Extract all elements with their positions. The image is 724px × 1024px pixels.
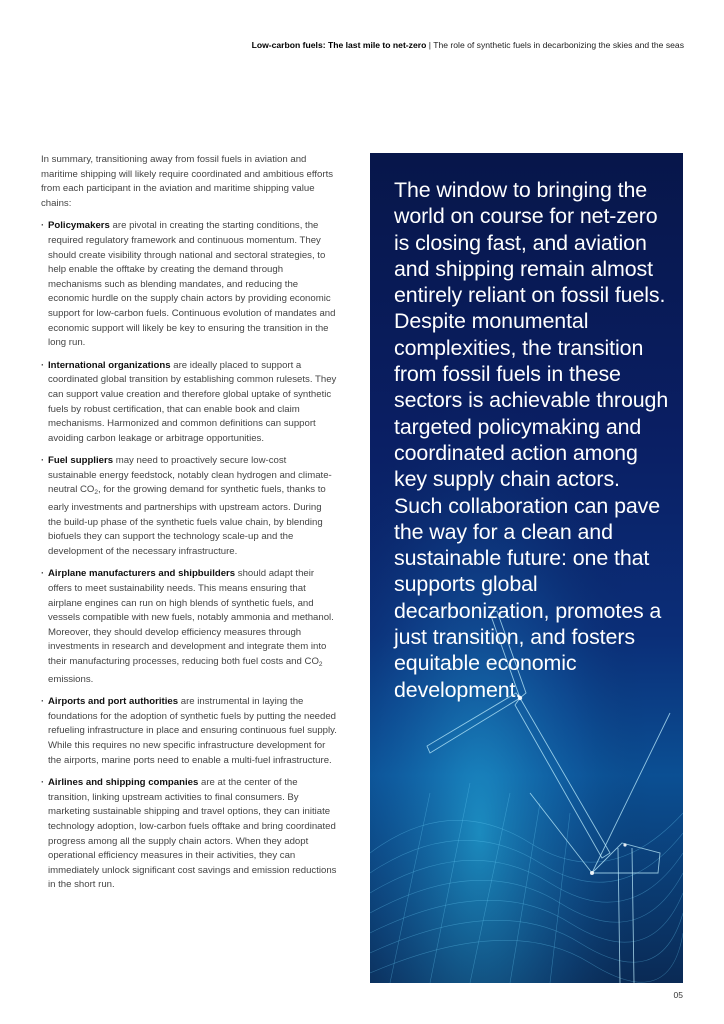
subscript: 2: [94, 489, 99, 497]
list-item-term: Policymakers: [48, 220, 110, 232]
list-item-term: Airports and port authorities: [48, 696, 179, 708]
page-number: 05: [673, 990, 683, 1000]
subscript: 2: [318, 661, 323, 668]
list-item-text: are ideally placed to support a coordinated global transition by establishing common rulesets. They can support value creation and therefore global uptake of synthetic fuels by robust certification, that can enable book and claim mechanisms. Harmonized and common definitions can support avoiding carbon leakage or arbitrage opportunities.: [48, 359, 337, 444]
list-item-term: International organizations: [48, 359, 171, 371]
body-column: [41, 153, 337, 901]
list-item-fuel-suppliers: [41, 454, 337, 559]
list-item-manufacturers: [41, 567, 337, 687]
list-item-text: are pivotal in creating the starting conditions, the required regulatory framework and continuous momentum. They should create visibility through national and sectoral strategies, to help enable the offtake by creating the demand through mechanisms such as blending mandates, and reducing the economic hurdle on the supply chain actors by providing economic support for low-carbon fuels. Continuous evolution of mandates and economic support will likely be key to ensuring the transition in the long run.: [48, 220, 336, 349]
list-item-text-cont: emissions.: [48, 673, 94, 685]
list-item-text: should adapt their offers to meet sustainability needs. This means ensuring that airplane engines can run on high blends of synthetic fuels, and vessels compatible with new fuels, notably ammonia and methanol. Moreover, they should develop efficiency measures through investments in research and development and integrate them into their manufacturing processes, reducing both fuel costs and CO: [48, 568, 334, 667]
list-item-policymakers: [41, 219, 337, 350]
list-item-text: are at the center of the transition, linking upstream activities to final consumers. By marketing sustainable shipping and travel options, they can initiate technology adoption, low-carbon fuels offtake and bring coordinated progress among all the supply chain actors. When they adopt operational efficiency measures in their activities, they can immediately unlock significant cost savings and emission reductions in the short run.: [48, 777, 337, 891]
section-title: The role of synthetic fuels in decarbonizing the skies and the seas: [433, 40, 684, 50]
stakeholder-list: [41, 219, 337, 893]
list-item-term: Fuel suppliers: [48, 455, 114, 467]
running-header: [44, 40, 684, 50]
list-item-airports-ports: [41, 695, 337, 768]
pull-quote: The window to bringing the world on course for net-zero is closing fast, and aviation and shipping remain almost entirely reliant on fossil fuels. Despite monumental complexities, the transition from fossil fuels in these sectors is achievable through targeted policymaking and coordinated action among key supply chain actors. Such collaboration can pave the way for a clean and sustainable future: one that supports global decarbonization, promotes a just transition, and fosters equitable economic development.: [394, 178, 669, 702]
list-item-term: Airlines and shipping companies: [48, 777, 199, 789]
list-item-text: may need to proactively secure low-cost sustainable energy feedstock, notably clean hydrogen and climate-neutral CO: [48, 455, 332, 496]
pull-quote-panel: [370, 153, 683, 983]
report-title: Low-carbon fuels: The last mile to net-zero: [251, 40, 427, 50]
intro-paragraph: In summary, transitioning away from fossil fuels in aviation and maritime shipping will likely require coordinated and ambitious efforts from each participant in the aviation and maritime shipping value chains:: [41, 154, 334, 209]
header-separator: |: [426, 40, 434, 50]
list-item-airlines-shipping: [41, 776, 337, 893]
list-item-term: Airplane manufacturers and shipbuilders: [48, 568, 236, 580]
list-item-text: are instrumental in laying the foundations for the adoption of synthetic fuels by putting the needed refueling infrastructure in place and ensuring continuous fuel supply. While this requires no new specific infrastructure development for the airports, marine ports need to enable a multi-fuel infrastructure.: [48, 696, 337, 766]
list-item-text-cont: , for the growing demand for synthetic fuels, thanks to early investments and partnerships with upstream actors. During the build-up phase of the synthetic fuels value chain, by blending biofuels they can support the technology scale-up and the development of the necessary infrastructure.: [48, 484, 326, 557]
list-item-international-organizations: [41, 359, 337, 447]
